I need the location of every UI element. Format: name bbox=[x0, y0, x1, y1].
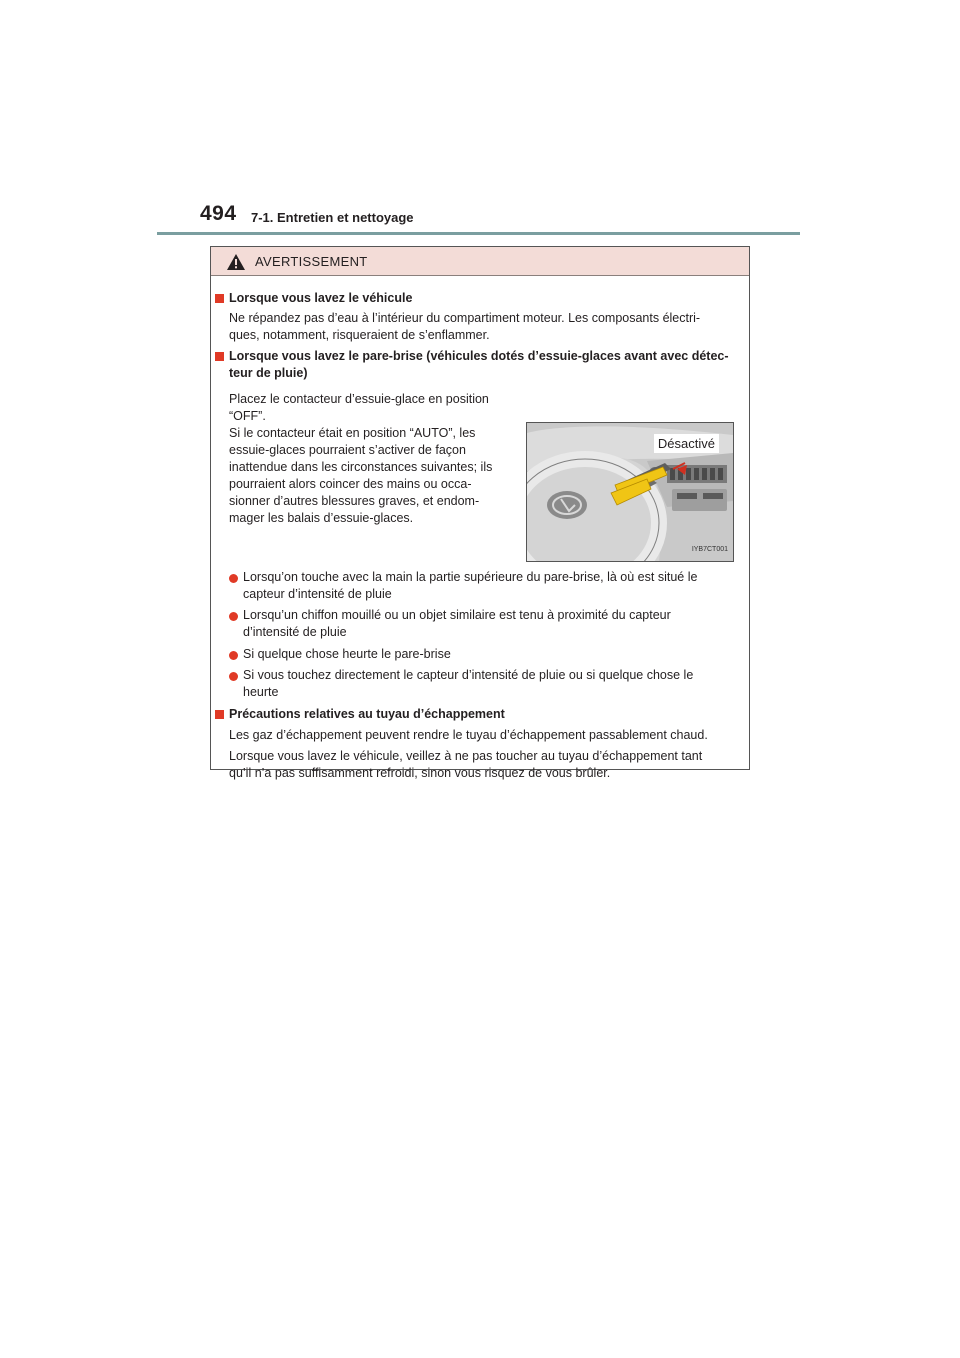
paragraph-line: “OFF”. bbox=[229, 409, 266, 423]
wiper-instructions bbox=[229, 391, 507, 527]
bullet-line: Si quelque chose heurte le pare-brise bbox=[243, 647, 451, 661]
section-text-line: Lorsque vous lavez le véhicule, veillez à ne pas toucher au tuyau d’échappement tant bbox=[229, 749, 703, 763]
warning-header bbox=[211, 247, 749, 276]
warning-triangle-icon bbox=[227, 254, 245, 270]
bullet-text bbox=[243, 607, 742, 641]
section-text-line: Ne répandez pas d’eau à l’intérieur du compartiment moteur. Les composants électri- bbox=[229, 311, 701, 325]
bullet-line: heurte bbox=[243, 685, 279, 699]
section-text-line: Les gaz d’échappement peuvent rendre le tuyau d’échappement passablement chaud. bbox=[229, 728, 708, 742]
paragraph-line: pourraient alors coincer des mains ou occa- bbox=[229, 477, 472, 491]
paragraph-line: inattendue dans les circonstances suivantes; ils bbox=[229, 460, 493, 474]
warning-box bbox=[210, 246, 750, 780]
section-marker bbox=[215, 352, 224, 361]
figure-code: IYB7CT001 bbox=[691, 546, 728, 553]
bullet-marker bbox=[229, 574, 238, 583]
bullet-text bbox=[243, 569, 742, 603]
section-title: 7-1. Entretien et nettoyage bbox=[251, 210, 414, 225]
section-marker bbox=[215, 710, 224, 719]
paragraph-line: Placez le contacteur d’essuie-glace en position bbox=[229, 392, 489, 406]
figure-label-off: Désactivé bbox=[654, 434, 719, 453]
paragraph-line: mager les balais d’essuie-glaces. bbox=[229, 511, 414, 525]
section-heading-windshield-cont: teur de pluie) bbox=[229, 366, 308, 380]
paragraph-line: Si le contacteur était en position “AUTO”, les bbox=[229, 426, 476, 440]
bullet-line: Si vous touchez directement le capteur d’intensité de pluie ou si quelque chose le bbox=[243, 668, 694, 682]
warning-title: AVERTISSEMENT bbox=[255, 254, 368, 269]
page-header bbox=[200, 202, 760, 232]
bullet-line: capteur d’intensité de pluie bbox=[243, 587, 392, 601]
bullet-line: Lorsqu’un chiffon mouillé ou un objet similaire est tenu à proximité du capteur bbox=[243, 608, 671, 622]
bullet-marker bbox=[229, 651, 238, 660]
bullet-text bbox=[243, 646, 742, 663]
section-heading-exhaust: Précautions relatives au tuyau d’échappement bbox=[229, 707, 505, 721]
paragraph-line: essuie-glaces pourraient s’activer de façon bbox=[229, 443, 466, 457]
section-heading-washing: Lorsque vous lavez le véhicule bbox=[229, 291, 413, 305]
section-marker bbox=[215, 294, 224, 303]
page-number: 494 bbox=[200, 202, 237, 225]
bullet-line: Lorsqu’on touche avec la main la partie supérieure du pare-brise, là où est situé le bbox=[243, 570, 698, 584]
bullet-marker bbox=[229, 672, 238, 681]
section-text-line: ques, notamment, risqueraient de s’enflammer. bbox=[229, 328, 490, 342]
paragraph-line: sionner d’autres blessures graves, et endom- bbox=[229, 494, 480, 508]
wiper-switch-illustration bbox=[526, 422, 734, 562]
section-text-line: qu’il n’a pas suffisamment refroidi, sinon vous risquez de vous brûler. bbox=[229, 766, 611, 780]
bullet-line: d’intensité de pluie bbox=[243, 625, 347, 639]
bullet-marker bbox=[229, 612, 238, 621]
bullet-text bbox=[243, 667, 742, 701]
section-heading-windshield: Lorsque vous lavez le pare-brise (véhicules dotés d’essuie-glaces avant avec détec- bbox=[229, 349, 729, 363]
header-divider bbox=[157, 232, 800, 235]
